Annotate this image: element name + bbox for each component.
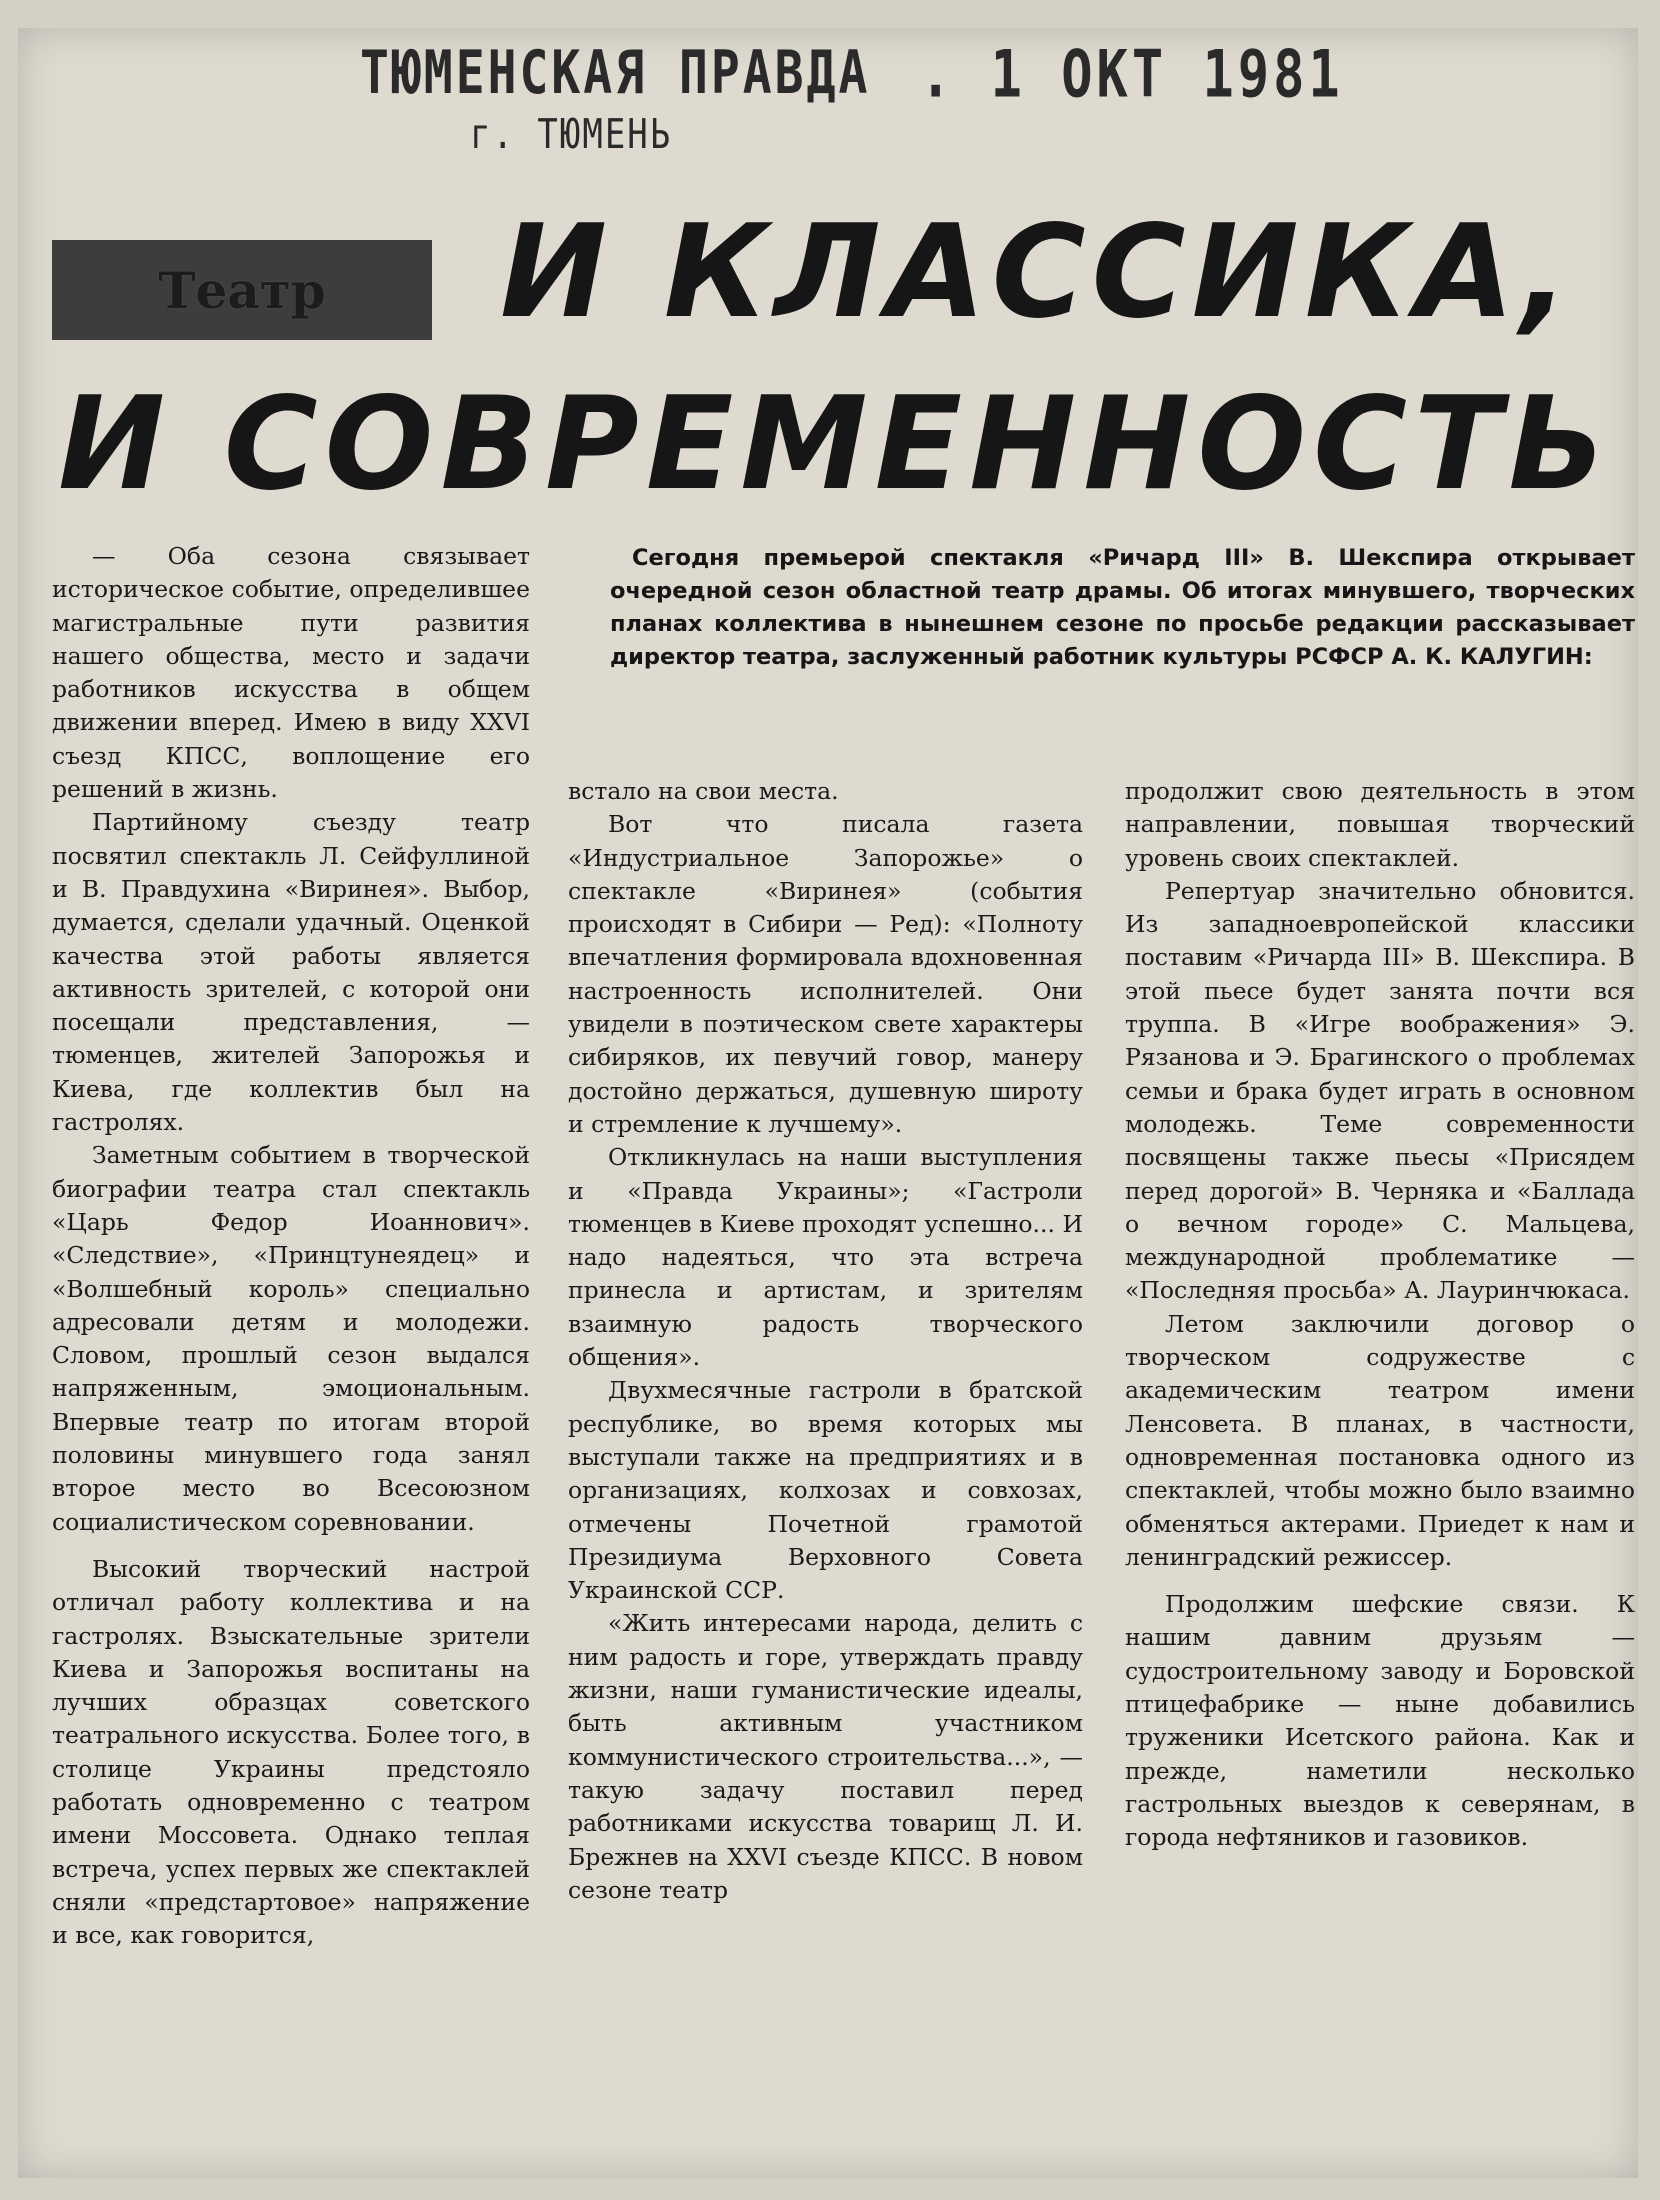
newspaper-name-stamp: ТЮМЕНСКАЯ ПРАВДА <box>360 38 871 108</box>
rubric-label: Театр <box>158 260 326 320</box>
paragraph: Откликнулась на наши выступления и «Правда Украины»; «Гастроли тюменцев в Киеве проходят успешно... И надо надеяться, что эта встреча принесла и артистам, и зрителям взаимную радость творческого общения». <box>568 1143 1083 1372</box>
article-column-left <box>52 540 530 1952</box>
article-intro <box>610 542 1635 674</box>
article-column-right <box>1125 775 1635 1855</box>
paragraph: «Жить интересами народа, делить с ним радость и горе, утверждать правду жизни, наши гуманистические идеалы, быть активным участником коммунистического строительства...», — такую задачу поставил перед работниками искусства товарищ Л. И. Брежнев на XXVI съезде КПСС. В новом сезоне театр <box>568 1609 1083 1904</box>
headline-line-2: И СОВРЕМЕННОСТЬ <box>58 370 1613 519</box>
article-column-middle <box>568 775 1083 1907</box>
paragraph: Вот что писала газета «Индустриальное Запорожье» о спектакле «Виринея» (события происходят в Сибири — Ред): «Полноту впечатления формировала вдохновенная настроенность исполнителей. Они увидели в поэтическом свете характеры сибиряков, их певучий говор, манеру достойно держаться, душевную широту и стремление к лучшему». <box>568 810 1083 1138</box>
paragraph: Заметным событием в творческой биографии театра стал спектакль «Царь Федор Иоаннович». «Следствие», «Принцтунеядец» и «Волшебный король» специально адресовали детям и молодежи. Словом, прошлый сезон выдался напряженным, эмоциональным. Впервые театр по итогам второй половины минувшего года занял второе место во Всесоюзном социалистическом соревновании. <box>52 1141 530 1536</box>
paragraph: Двухмесячные гастроли в братской республике, во время которых мы выступали также на предприятиях и в организациях, колхозах и совхозах, отмечены Почетной грамотой Президиума Верховного Совета Украинской ССР. <box>568 1376 1083 1605</box>
paragraph: Высокий творческий настрой отличал работу коллектива и на гастролях. Взыскательные зрители Киева и Запорожья воспитаны на лучших образцах советского театрального искусства. Более того, в столице Украины предстояло работать одновременно с театром имени Моссовета. Однако теплая встреча, успех первых же спектаклей сняли «предстартовое» напряжение и все, как говорится, <box>52 1554 530 1950</box>
paragraph: Партийному съезду театр посвятил спектакль Л. Сейфуллиной и В. Правдухина «Виринея». Выбор, думается, сделали удачный. Оценкой качества этой работы является активность зрителей, с которой они посещали представления, — тюменцев, жителей Запорожья и Киева, где коллектив был на гастролях. <box>52 808 530 1137</box>
paragraph: встало на свои места. <box>568 777 839 805</box>
intro-paragraph: Сегодня премьерой спектакля «Ричард III» В. Шекспира открывает очередной сезон областной театр драмы. Об итогах минувшего, творческих планах коллектива в нынешнем сезоне по просьбе редакции рассказывает директор театра, заслуженный работник культуры РСФСР А. К. КАЛУГИН: <box>610 545 1635 670</box>
paragraph: Летом заключили договор о творческом содружестве с академическим театром имени Ленсовета. В планах, в частности, одновременная постановка одного из спектаклей, чтобы можно было взаимно обменяться актерами. Приедет к нам и ленинградский режиссер. <box>1125 1309 1635 1571</box>
date-stamp: . 1 ОКТ 1981 <box>920 37 1344 113</box>
headline-line-1: И КЛАССИКА, <box>500 198 1575 347</box>
paragraph: продолжит свою деятельность в этом направлении, повышая творческий уровень своих спектаклей. <box>1125 777 1635 872</box>
paragraph: — Оба сезона связывает историческое событие, определившее магистральные пути развития нашего общества, место и задачи работников искусства в общем движении вперед. Имею в виду XXVI съезд КПСС, воплощение его решений в жизнь. <box>52 542 530 804</box>
paragraph: Репертуар значительно обновится. Из западноевропейской классики поставим «Ричарда III» В. Шекспира. В этой пьесе будет занята почти вся труппа. В «Игре воображения» Э. Рязанова и Э. Брагинского о проблемах семьи и брака будет играть в основном молодежь. Теме современности посвящены также пьесы «Присядем перед дорогой» В. Черняка и «Баллада о вечном городе» С. Мальцева, международной проблематике — «Последняя просьба» А. Лауринчюкаса. <box>1125 876 1635 1305</box>
rubric-box <box>52 240 432 340</box>
paragraph: Продолжим шефские связи. К нашим давним друзьям — судостроительному заводу и Боровской птицефабрике — ныне добавились труженики Исетского района. Как и прежде, наметили несколько гастрольных выездов к северянам, в города нефтяников и газовиков. <box>1125 1590 1635 1852</box>
city-stamp: г. ТЮМЕНЬ <box>470 111 673 159</box>
